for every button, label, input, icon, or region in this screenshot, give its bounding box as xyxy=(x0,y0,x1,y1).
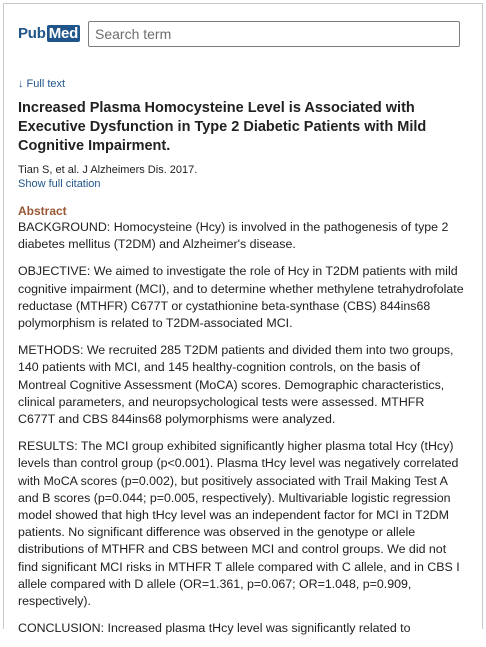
logo-med-text: Med xyxy=(48,25,79,42)
logo-pub-text: Pub xyxy=(18,25,46,42)
abstract-background: BACKGROUND: Homocysteine (Hcy) is involved in the pathogenesis of type 2 diabetes mellitus (T2DM) and Alzheimer's disease. xyxy=(18,220,449,252)
abstract-methods: METHODS: We recruited 285 T2DM patients and divided them into two groups, 140 patients with MCI, and 145 healthy-cognition controls, on the basis of Montreal Cognitive Assessment (MoCA) scores. Demographic characteristics, clinical parameters, and neuropsychological tests were assessed. MTHFR C677T and CBS 844ins68 polymorphisms were analyzed. xyxy=(18,343,454,427)
citation-text: Tian S, et al. J Alzheimers Dis. 2017. xyxy=(18,164,198,176)
full-text-link[interactable]: ↓ Full text xyxy=(18,78,66,90)
pubmed-logo[interactable] xyxy=(18,25,80,42)
abstract-heading: Abstract xyxy=(18,204,67,218)
article-content xyxy=(18,78,464,647)
abstract-body xyxy=(18,219,464,637)
show-full-citation-link[interactable]: Show full citation xyxy=(18,178,101,190)
abstract-objective: OBJECTIVE: We aimed to investigate the role of Hcy in T2DM patients with mild cognitive impairment (MCI), and to determine whether methylene tetrahydrofolate reductase (MTHFR) C677T or cystathionine beta-synthase (CBS) 844ins68 polymorphism is related to T2DM-associated MCI. xyxy=(18,264,464,331)
header xyxy=(18,18,464,48)
article-title: Increased Plasma Homocysteine Level is Associated with Executive Dysfunction in Type 2 Diabetic Patients with Mild Cognitive Impairment. xyxy=(18,100,427,154)
search-input[interactable] xyxy=(88,21,460,47)
abstract-results: RESULTS: The MCI group exhibited significantly higher plasma total Hcy (tHcy) levels than control group (p<0.001). Plasma tHcy level was negatively correlated with MoCA scores (p=0.002), but positively associated with Trail Making Test A and B scores (p=0.044; p=0.005, respectively). Multivariable logistic regression model showed that high tHcy level was an independent factor for MCI in T2DM patients. No significant difference was observed in the genotype or allele distributions of MTHFR and CBS between MCI and control groups. We did not find significant MCI risks in MTHFR T allele compared with C allele, and in CBS I allele compared with D allele (OR=1.361, p=0.067; OR=1.048, p=0.909, respectively). xyxy=(18,439,460,609)
abstract-conclusion: CONCLUSION: Increased plasma tHcy level was significantly related to xyxy=(18,621,411,636)
